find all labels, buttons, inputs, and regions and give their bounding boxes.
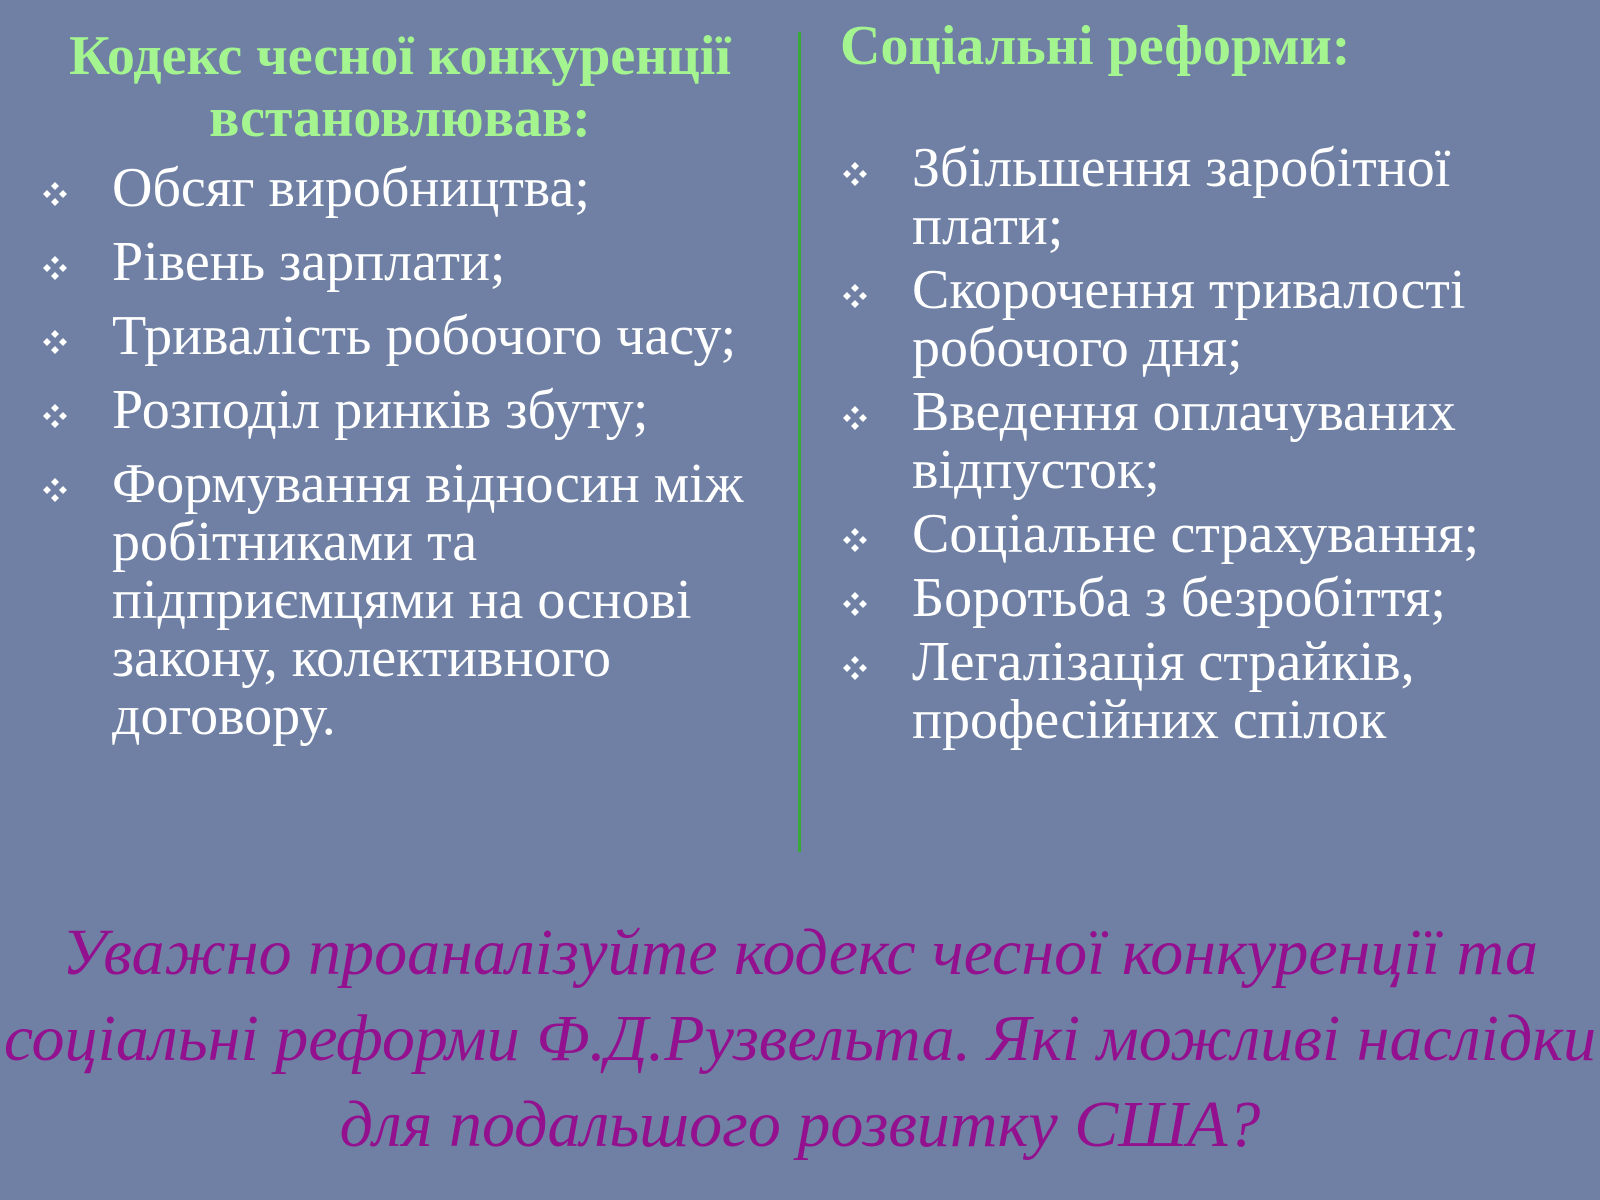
left-list (40, 159, 780, 745)
diamond-bullet-icon (842, 283, 868, 309)
list-item (840, 569, 1580, 627)
list-item-text: Розподіл ринків збуту; (112, 379, 649, 441)
column-divider (798, 32, 801, 852)
right-heading: Соціальні реформи: (840, 15, 1351, 77)
list-item (40, 307, 780, 365)
diamond-bullet-icon (842, 591, 868, 617)
list-item-text: Легалізація страйків, професійних спілок (912, 631, 1415, 751)
list-item-text: Соціальне страхування; (912, 503, 1480, 565)
list-item-text: Боротьба з безробіття; (912, 567, 1446, 629)
diamond-bullet-icon (42, 181, 68, 207)
left-heading: Кодекс чесної конкуренції встановлював: (69, 25, 731, 149)
question-text: Уважно проаналізуйте кодекс чесної конкуренції та соціальні реформи Ф.Д.Рузвельта. Які можливі наслідки для подальшого розвитку США? (3, 916, 1597, 1161)
list-item-text: Формування відносин між робітниками та підприємцями на основі закону, колективного договору. (112, 453, 744, 747)
diamond-bullet-icon (42, 329, 68, 355)
list-item-text: Тривалість робочого часу; (112, 305, 737, 367)
list-item (840, 505, 1580, 563)
list-item-text: Обсяг виробництва; (112, 157, 590, 219)
right-list (840, 139, 1580, 749)
list-item (840, 633, 1580, 749)
list-item-text: Рівень зарплати; (112, 231, 506, 293)
right-column (840, 15, 1580, 755)
list-item (840, 383, 1580, 499)
diamond-bullet-icon (842, 405, 868, 431)
diamond-bullet-icon (842, 161, 868, 187)
list-item (40, 455, 780, 745)
list-item (40, 233, 780, 291)
diamond-bullet-icon (42, 477, 68, 503)
list-item (40, 159, 780, 217)
list-item-text: Введення оплачуваних відпусток; (912, 381, 1456, 501)
diamond-bullet-icon (842, 527, 868, 553)
list-item (40, 381, 780, 439)
list-item-text: Збільшення заробітної плати; (912, 137, 1451, 257)
diamond-bullet-icon (42, 403, 68, 429)
diamond-bullet-icon (842, 655, 868, 681)
list-item (840, 261, 1580, 377)
diamond-bullet-icon (42, 255, 68, 281)
list-item-text: Скорочення тривалості робочого дня; (912, 259, 1466, 379)
list-item (840, 139, 1580, 255)
left-column (40, 25, 780, 761)
